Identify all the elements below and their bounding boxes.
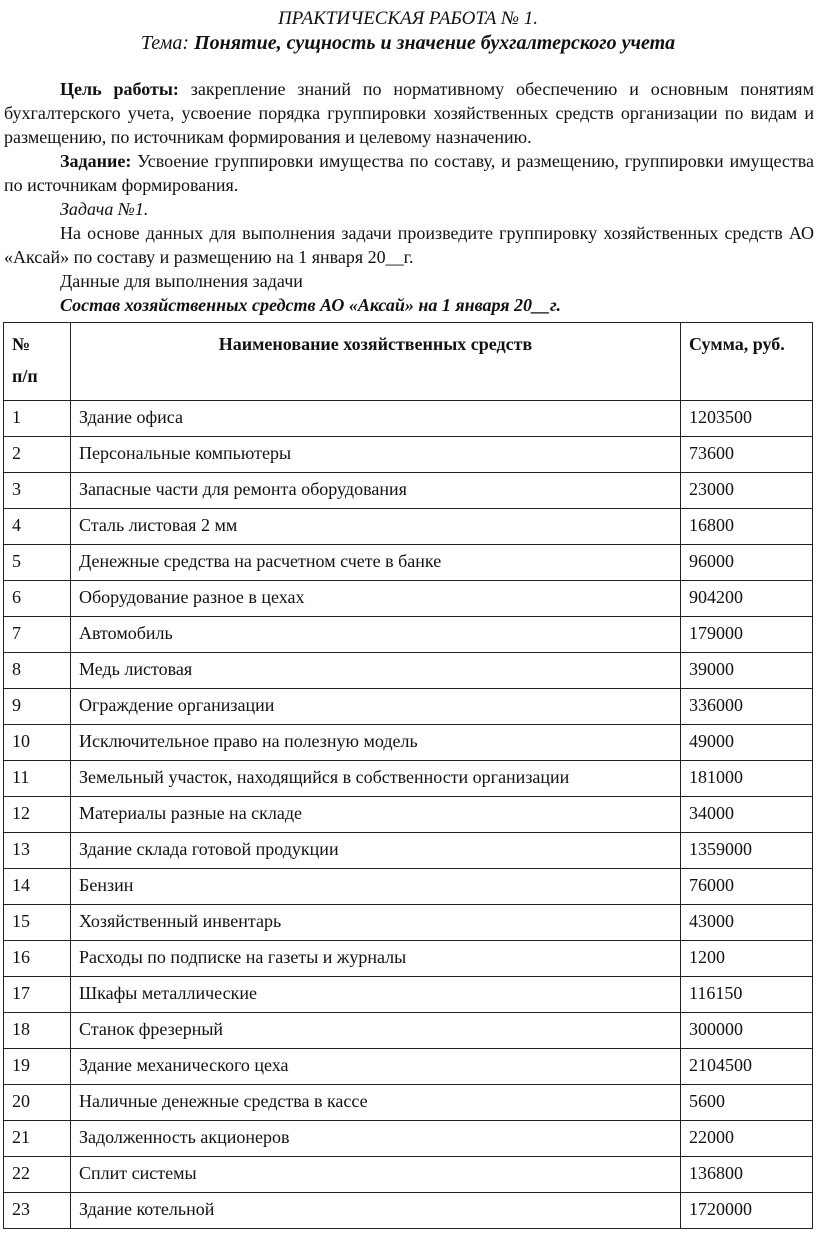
table-row xyxy=(4,869,813,905)
asset-name: Ограждение организации xyxy=(71,689,681,725)
row-number: 1 xyxy=(4,401,71,437)
header-number-line2: п/п xyxy=(12,366,38,386)
task-paragraph: На основе данных для выполнения задачи произведите группировку хозяйственных средств АО «Аксай» по составу и размещению на 1 января 20__г. xyxy=(4,223,814,267)
table-row xyxy=(4,977,813,1013)
asset-sum: 181000 xyxy=(681,761,813,797)
asset-name: Шкафы металлические xyxy=(71,977,681,1013)
asset-name: Материалы разные на складе xyxy=(71,797,681,833)
assignment-label: Задание: xyxy=(60,151,132,171)
table-caption: Состав хозяйственных средств АО «Аксай» на 1 января 20__г. xyxy=(60,295,561,315)
row-number: 2 xyxy=(4,437,71,473)
row-number: 11 xyxy=(4,761,71,797)
asset-name: Бензин xyxy=(71,869,681,905)
row-number: 10 xyxy=(4,725,71,761)
asset-sum: 1359000 xyxy=(681,833,813,869)
asset-name: Здание котельной xyxy=(71,1193,681,1229)
assignment-paragraph xyxy=(4,149,814,197)
data-label: Данные для выполнения задачи xyxy=(60,271,303,291)
document-title: ПРАКТИЧЕСКАЯ РАБОТА № 1. xyxy=(277,8,539,29)
asset-sum: 300000 xyxy=(681,1013,813,1049)
row-number: 13 xyxy=(4,833,71,869)
row-number: 4 xyxy=(4,509,71,545)
asset-sum: 1200 xyxy=(681,941,813,977)
asset-name: Хозяйственный инвентарь xyxy=(71,905,681,941)
table-row xyxy=(4,1157,813,1193)
asset-sum: 179000 xyxy=(681,617,813,653)
table-row xyxy=(4,1085,813,1121)
topic-text: Понятие, сущность и значение бухгалтерского учета xyxy=(194,32,676,54)
asset-name: Сталь листовая 2 мм xyxy=(71,509,681,545)
table-row xyxy=(4,509,813,545)
asset-sum: 904200 xyxy=(681,581,813,617)
table-row xyxy=(4,1049,813,1085)
assignment-text: Усвоение группировки имущества по составу, и размещению, группировки имущества по источникам формирования. xyxy=(4,151,814,195)
asset-name: Автомобиль xyxy=(71,617,681,653)
asset-sum: 136800 xyxy=(681,1157,813,1193)
table-row xyxy=(4,761,813,797)
asset-name: Наличные денежные средства в кассе xyxy=(71,1085,681,1121)
header-number-line1: № xyxy=(12,334,31,354)
asset-name: Задолженность акционеров xyxy=(71,1121,681,1157)
table-row xyxy=(4,1193,813,1229)
assets-table xyxy=(3,322,813,1229)
row-number: 12 xyxy=(4,797,71,833)
row-number: 18 xyxy=(4,1013,71,1049)
asset-sum: 16800 xyxy=(681,509,813,545)
header-name: Наименование хозяйственных средств xyxy=(71,323,681,401)
table-row xyxy=(4,1121,813,1157)
asset-name: Здание склада готовой продукции xyxy=(71,833,681,869)
row-number: 6 xyxy=(4,581,71,617)
asset-name: Расходы по подписке на газеты и журналы xyxy=(71,941,681,977)
row-number: 22 xyxy=(4,1157,71,1193)
table-row xyxy=(4,581,813,617)
table-row xyxy=(4,941,813,977)
row-number: 14 xyxy=(4,869,71,905)
table-row xyxy=(4,1013,813,1049)
asset-name: Земельный участок, находящийся в собственности организации xyxy=(71,761,681,797)
header-number xyxy=(4,323,71,401)
row-number: 21 xyxy=(4,1121,71,1157)
asset-sum: 1203500 xyxy=(681,401,813,437)
asset-sum: 39000 xyxy=(681,653,813,689)
topic-prefix: Тема: xyxy=(140,32,195,54)
row-number: 9 xyxy=(4,689,71,725)
row-number: 8 xyxy=(4,653,71,689)
row-number: 16 xyxy=(4,941,71,977)
asset-sum: 2104500 xyxy=(681,1049,813,1085)
asset-name: Исключительное право на полезную модель xyxy=(71,725,681,761)
asset-name: Денежные средства на расчетном счете в банке xyxy=(71,545,681,581)
table-header-row xyxy=(4,323,813,401)
table-row xyxy=(4,653,813,689)
asset-sum: 1720000 xyxy=(681,1193,813,1229)
table-row xyxy=(4,617,813,653)
table-row xyxy=(4,833,813,869)
row-number: 3 xyxy=(4,473,71,509)
asset-sum: 49000 xyxy=(681,725,813,761)
topic-line xyxy=(0,30,816,56)
table-row xyxy=(4,437,813,473)
table-row xyxy=(4,689,813,725)
header-sum: Сумма, руб. xyxy=(681,323,813,401)
row-number: 19 xyxy=(4,1049,71,1085)
asset-name: Оборудование разное в цехах xyxy=(71,581,681,617)
asset-name: Станок фрезерный xyxy=(71,1013,681,1049)
table-row xyxy=(4,401,813,437)
table-row xyxy=(4,905,813,941)
asset-name: Здание офиса xyxy=(71,401,681,437)
asset-sum: 336000 xyxy=(681,689,813,725)
asset-sum: 73600 xyxy=(681,437,813,473)
table-row xyxy=(4,797,813,833)
asset-sum: 34000 xyxy=(681,797,813,833)
asset-sum: 43000 xyxy=(681,905,813,941)
asset-name: Сплит системы xyxy=(71,1157,681,1193)
asset-sum: 5600 xyxy=(681,1085,813,1121)
table-row xyxy=(4,545,813,581)
asset-name: Здание механического цеха xyxy=(71,1049,681,1085)
table-row xyxy=(4,725,813,761)
goal-paragraph xyxy=(4,77,814,149)
task-label: Задача №1. xyxy=(60,199,149,219)
row-number: 17 xyxy=(4,977,71,1013)
row-number: 7 xyxy=(4,617,71,653)
asset-sum: 23000 xyxy=(681,473,813,509)
row-number: 5 xyxy=(4,545,71,581)
goal-text: закрепление знаний по нормативному обеспечению и основным понятиям бухгалтерского учета, усвоение порядка группировки хозяйственных средств организации по видам и размещению, по источникам формирования и целевому назначению. xyxy=(4,79,814,147)
asset-sum: 96000 xyxy=(681,545,813,581)
asset-sum: 116150 xyxy=(681,977,813,1013)
row-number: 23 xyxy=(4,1193,71,1229)
goal-label: Цель работы: xyxy=(60,79,179,99)
table-row xyxy=(4,473,813,509)
asset-sum: 22000 xyxy=(681,1121,813,1157)
row-number: 20 xyxy=(4,1085,71,1121)
asset-sum: 76000 xyxy=(681,869,813,905)
row-number: 15 xyxy=(4,905,71,941)
asset-name: Медь листовая xyxy=(71,653,681,689)
asset-name: Запасные части для ремонта оборудования xyxy=(71,473,681,509)
asset-name: Персональные компьютеры xyxy=(71,437,681,473)
